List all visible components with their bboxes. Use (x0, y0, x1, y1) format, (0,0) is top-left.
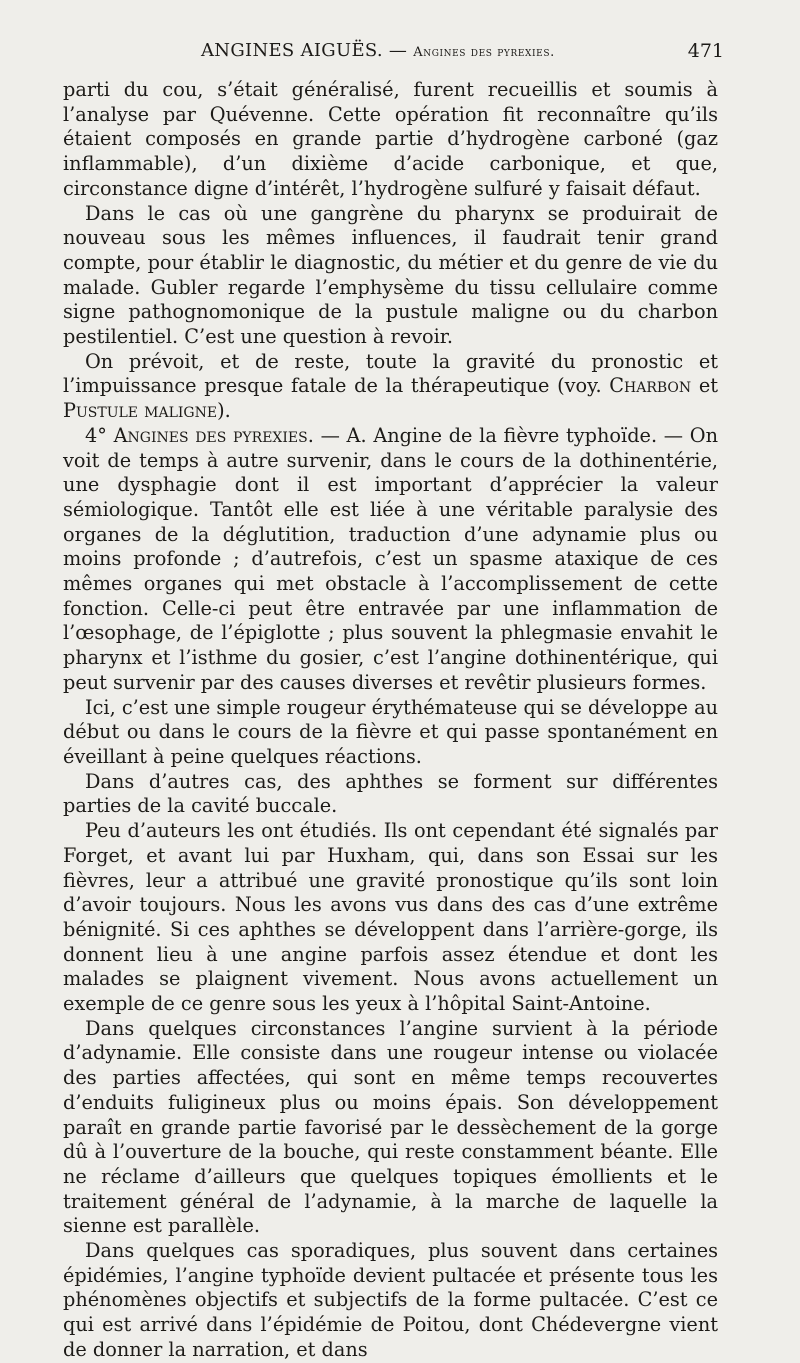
text-run: , leur a attribué une gravité pronostique qu’ils sont loin d’avoir toujours. Nous les avons vus dans des cas d’une extrême bénignité. Si ces aphthes se développent dans l’arrière-gorge, ils donnent lieu à une angine parfois assez étendue et dont les malades se plaignent vivement. Nous avons actuellement un exemple de ce genre sous les yeux à l’hôpital Saint-Antoine. (63, 868, 718, 1016)
italic-text: Angine de la fièvre typhoïde. (373, 423, 658, 447)
paragraph (63, 819, 718, 1017)
running-title (201, 40, 555, 61)
text-run: Dans quelques cas sporadiques, plus souvent dans certaines épidémies, l’angine typhoïde devient (63, 1239, 718, 1287)
text-run: Peu d’auteurs les ont étudiés. Ils ont cependant été signalés par Forget, et avant lui par Huxham, qui, dans son (63, 819, 718, 867)
text-run: — A. (313, 423, 374, 447)
text-run: parti du cou, s’était généralisé, furent recueillis et soumis à l’analyse par Quévenne. Cette opération fit reconnaître qu’ils étaient composés en grande partie d’hydrogène carboné (gaz inflammable), d’un dixième d’acide carbonique, et que, circonstance digne d’intérêt, l’hydrogène sulfuré y faisait défaut. (63, 78, 718, 200)
small-caps-text: Pustule maligne (63, 399, 218, 423)
text-run: Dans d’autres cas, des aphthes se forment sur différentes parties de la cavité buccale. (63, 769, 718, 818)
text-run: — On voit de temps à autre survenir, dans le cours de la dothinentérie, une dysphagie dont il est important d’apprécier la valeur sémiologique. Tantôt elle est liée à une véritable paralysie des organes de la déglutition, traduction d’une adynamie plus ou moins profonde ; d’autrefois, c’est un spasme ataxique de ces mêmes organes qui met obstacle à l’accomplissement de cette fonction. Celle-ci peut être entravée par une inflammation de l’œsophage, de l’épiglotte ; plus souvent la phlegmasie envahit le pharynx et l’isthme du gosier, c’est l’angine dothinentérique, qui peut survenir par des causes diverses et revêtir plusieurs formes. (63, 423, 719, 694)
paragraph (63, 78, 718, 202)
paragraph (63, 696, 718, 770)
running-header (63, 38, 724, 78)
italic-text: pultacée (432, 1263, 517, 1287)
italic-text: voy. (564, 374, 602, 398)
text-run: et (691, 374, 718, 398)
paragraph (63, 424, 718, 696)
small-caps-text: Angines des pyrexies. (113, 423, 314, 447)
text-run: Ici, c’est une simple rougeur érythémateuse qui se développe au début ou dans le cours de la fièvre et qui passe spontanément en éveillant à peine quelques réactions. (63, 695, 718, 768)
text-run: On prévoit, et de reste, toute la gravité du pronostic et l’impuissance presque fatale de la thérapeutique ( (63, 349, 718, 398)
paragraph (63, 350, 718, 424)
text-run: ). (217, 399, 231, 423)
paragraph (63, 202, 718, 350)
paragraph (63, 1239, 718, 1363)
paragraph (63, 1017, 718, 1239)
page-number: 471 (687, 40, 724, 62)
title-separator: — (382, 40, 414, 61)
small-caps-text: Charbon (609, 374, 692, 398)
text-run: Dans quelques circonstances l’angine survient à la période d’adynamie. Elle consiste dans une rougeur intense ou violacée des parties affectées, qui sont en même temps recouvertes d’enduits fuligineux plus ou moins épais. Son développement paraît en grande partie favorisé par le dessèchement de la gorge dû à l’ouverture de la bouche, qui reste constamment béante. Elle ne réclame d’ailleurs que quelques topiques émollients et le traitement général de l’adynamie, à la marche de laquelle la sienne est parallèle. (63, 1016, 718, 1238)
body-text (63, 78, 718, 1363)
italic-text: Essai sur les fièvres (63, 843, 718, 892)
paragraph (63, 770, 718, 819)
text-run: 4° (85, 423, 114, 447)
section-title: Angines des pyrexies. (413, 45, 555, 60)
text-run: Dans le cas où une gangrène du pharynx se produirait de nouveau sous les mêmes influences, il faudrait tenir grand compte, pour établir le diagnostic, du métier et du genre de vie du malade. Gubler regarde l’emphysème du tissu cellulaire comme signe pathognomonique de la pustule maligne ou du charbon pestilentiel. C’est une question à revoir. (63, 201, 718, 349)
text-run: et présente tous les phénomènes objectifs et subjectifs de la forme pultacée. C’est ce qui est arrivé dans l’épidémie de Poitou, dont Chédevergne vient de donner la narration, et dans (63, 1263, 718, 1361)
chapter-title: ANGINES AIGUËS. (201, 40, 383, 61)
